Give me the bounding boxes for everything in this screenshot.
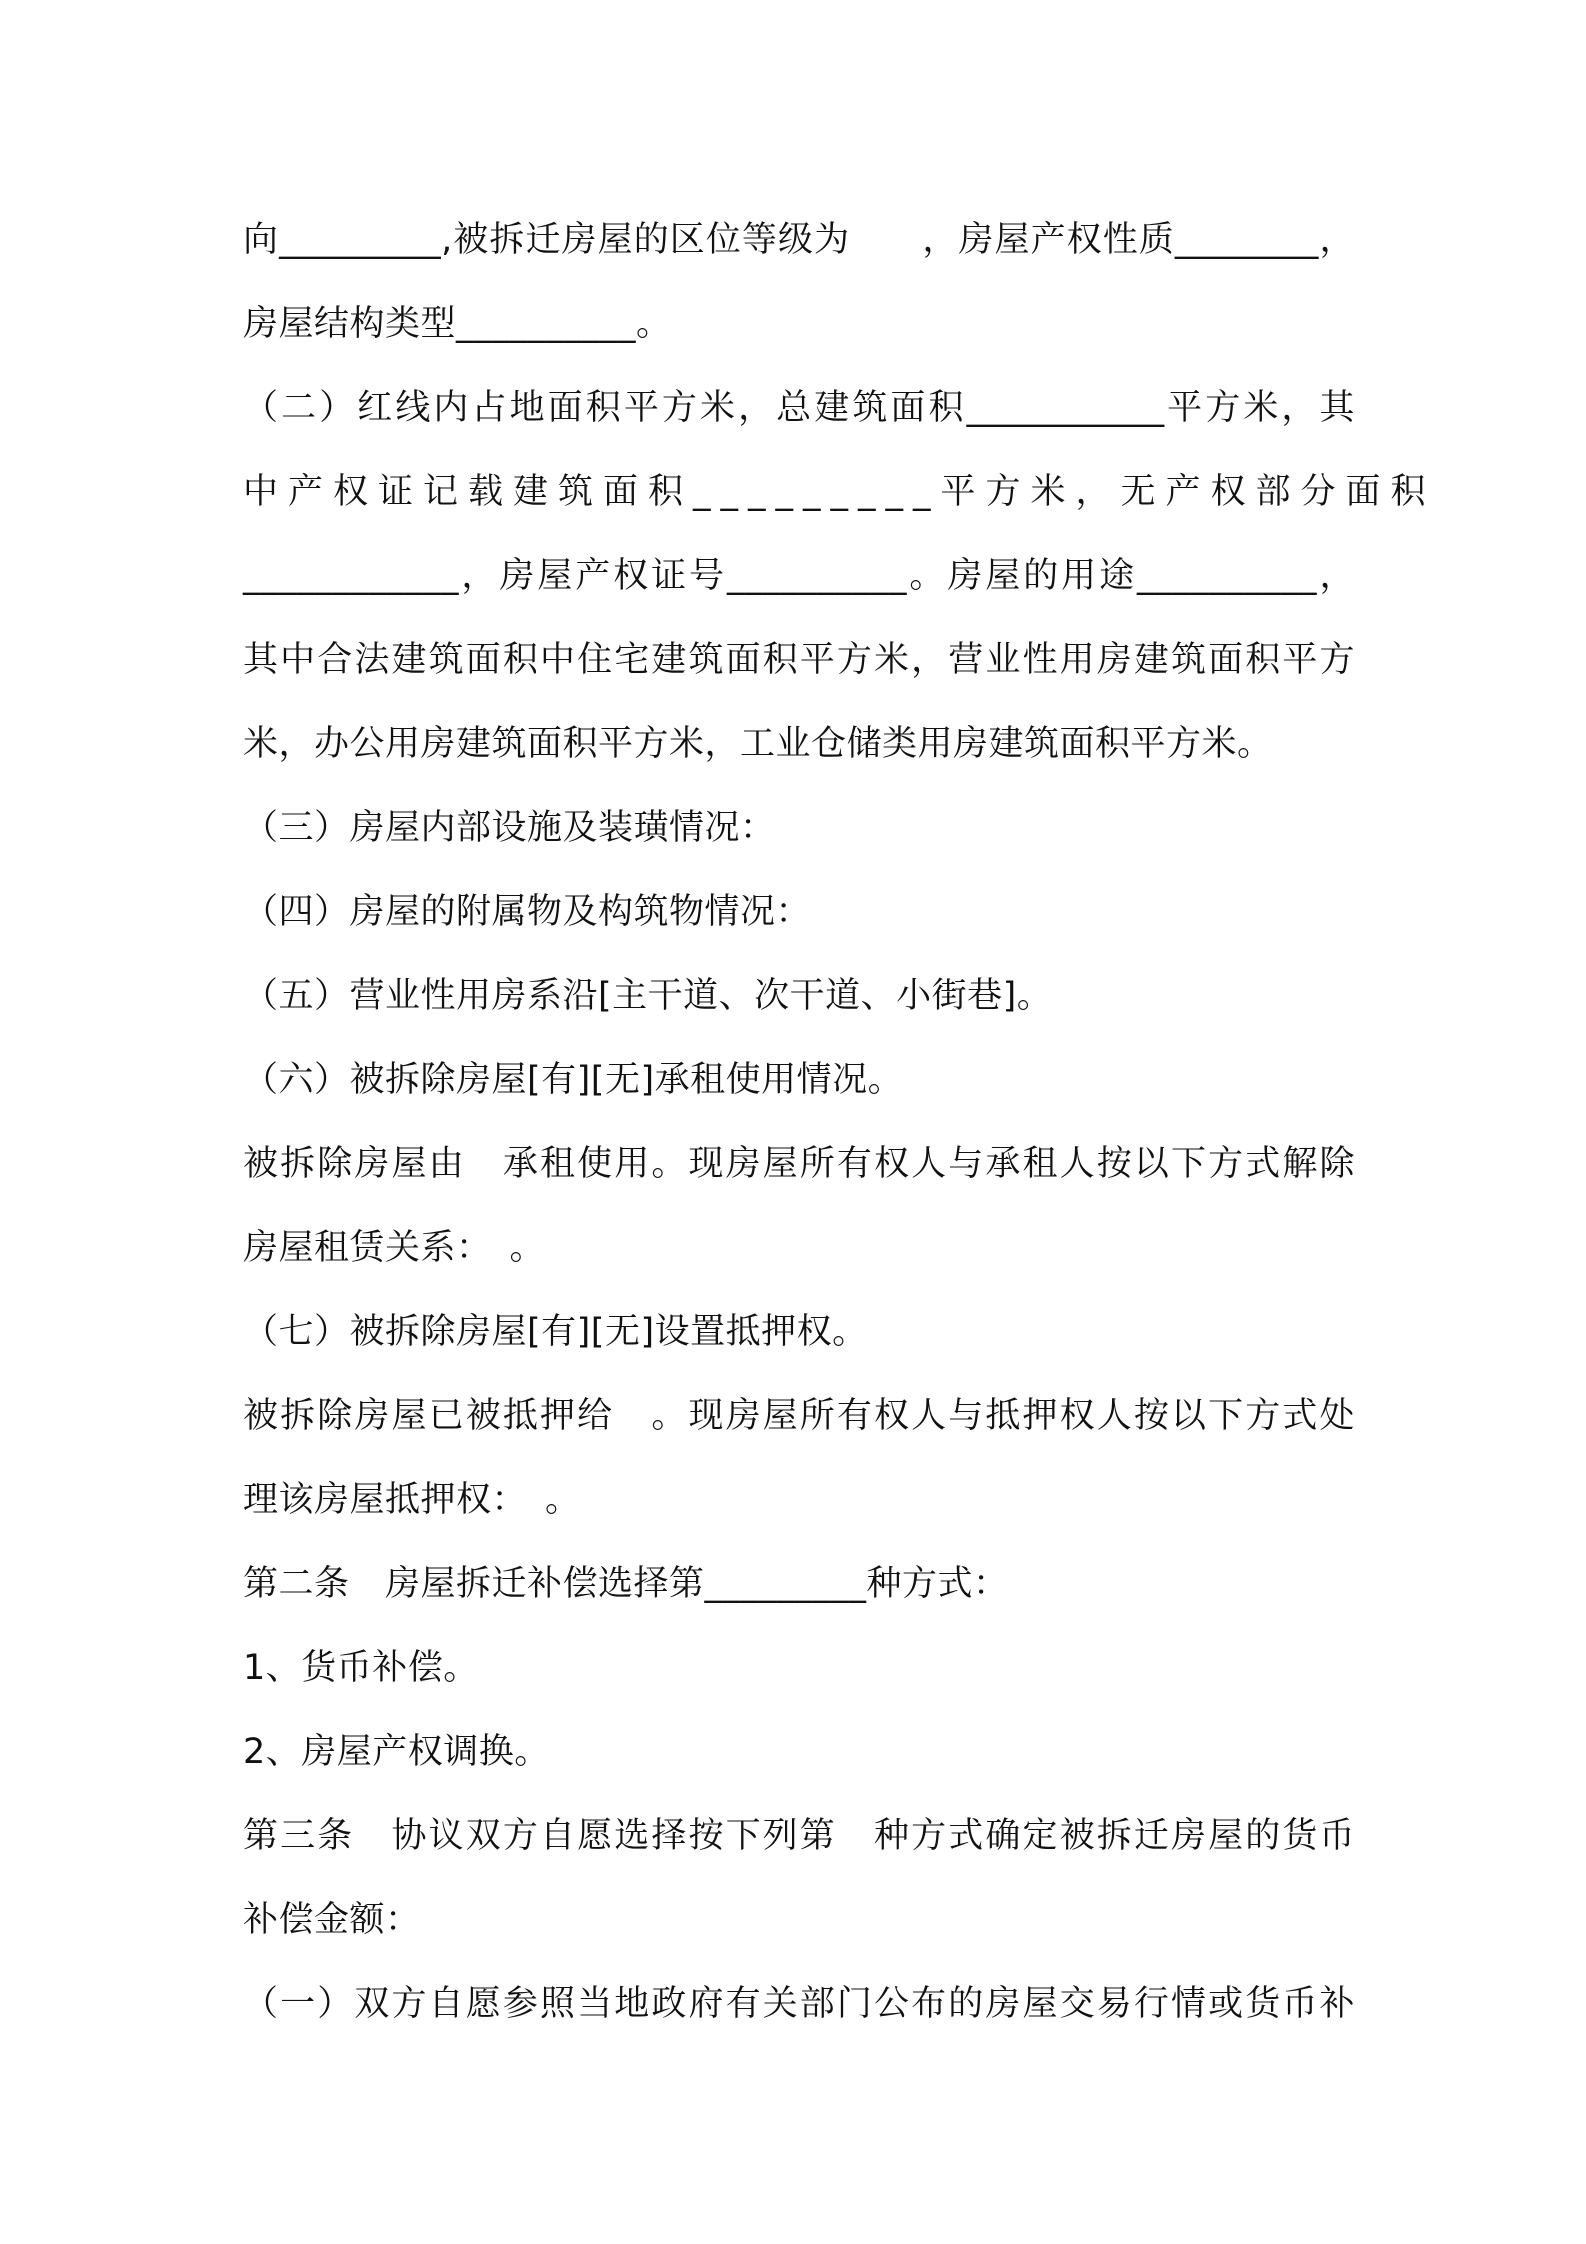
text-line-18: 1、货币补偿。	[243, 1648, 479, 1688]
text-line-10: （五）营业性用房系沿[主干道、次干道、小街巷]。	[243, 976, 1053, 1016]
text-line-17: 第二条 房屋拆迁补偿选择第_________种方式：	[243, 1564, 1009, 1604]
text-line-11: （六）被拆除房屋[有][无]承租使用情况。	[243, 1060, 904, 1100]
text-line-19: 2、房屋产权调换。	[243, 1732, 550, 1772]
text-line-5: ____________，房屋产权证号__________。房屋的用途__________，	[243, 556, 1355, 596]
text-line-12: 被拆除房屋由 承租使用。现房屋所有权人与承租人按以下方式解除	[243, 1144, 1355, 1184]
text-line-16: 理该房屋抵押权： 。	[243, 1480, 581, 1520]
text-line-22: （一）双方自愿参照当地政府有关部门公布的房屋交易行情或货币补	[243, 1984, 1355, 2024]
text-line-13: 房屋租赁关系： 。	[243, 1228, 546, 1268]
text-line-7: 米，办公用房建筑面积平方米，工业仓储类用房建筑面积平方米。	[243, 724, 1273, 764]
text-line-6: 其中合法建筑面积中住宅建筑面积平方米，营业性用房建筑面积平方	[243, 640, 1355, 680]
text-line-3: （二）红线内占地面积平方米，总建筑面积___________平方米，其	[243, 388, 1355, 428]
text-line-1: 向_________,被拆迁房屋的区位等级为 ，房屋产权性质________，	[243, 220, 1355, 260]
text-line-4: 中产权证记载建筑面积_________平方米，无产权部分面积	[243, 472, 1436, 512]
text-line-21: 补偿金额：	[243, 1900, 421, 1940]
text-line-14: （七）被拆除房屋[有][无]设置抵押权。	[243, 1312, 868, 1352]
document-body	[243, 198, 1436, 2046]
text-line-2: 房屋结构类型__________。	[243, 304, 672, 344]
text-line-9: （四）房屋的附属物及构筑物情况：	[243, 892, 812, 932]
text-line-15: 被拆除房屋已被抵押给 。现房屋所有权人与抵押权人按以下方式处	[243, 1396, 1355, 1436]
text-line-20: 第三条 协议双方自愿选择按下列第 种方式确定被拆迁房屋的货币	[243, 1816, 1355, 1856]
text-line-8: （三）房屋内部设施及装璜情况：	[243, 808, 776, 848]
